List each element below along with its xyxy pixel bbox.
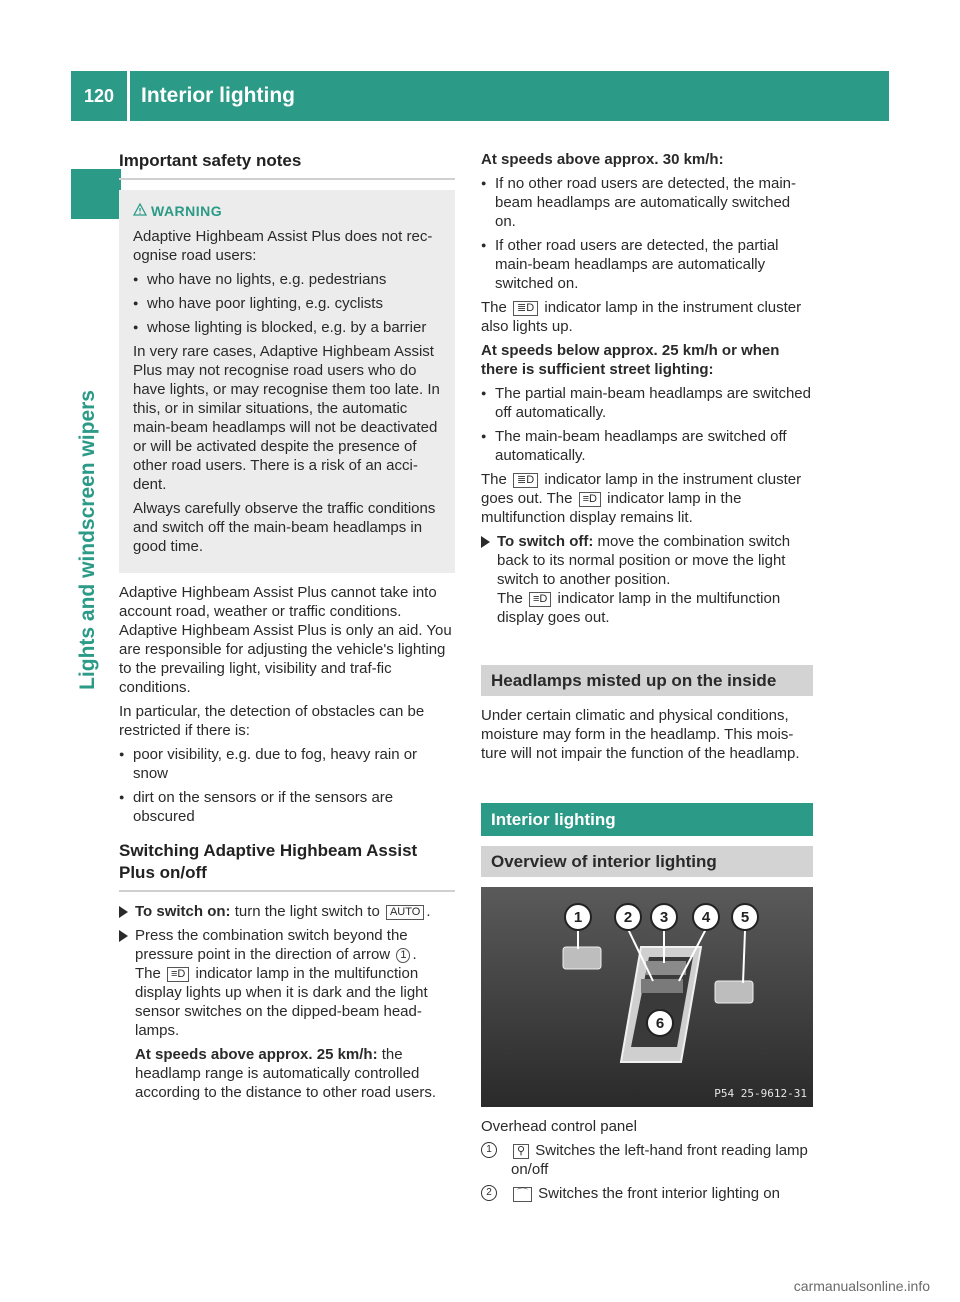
callout-label: 4 [701,909,711,926]
lamp-paragraph [481,298,813,336]
callout-marker-6 [647,1010,673,1036]
reading-lamp-icon: ⚲ [513,1144,529,1159]
main-beam-icon: ≣D [513,473,538,488]
figure-caption: Overhead control panel [481,1118,637,1135]
list-item: ● who have no lights, e.g. pedestrians [133,270,445,289]
page-header [71,71,889,121]
warning-box [119,190,455,573]
main-beam-icon: ≣D [513,301,538,316]
list-item: ● The partial main-beam headlamps are switched off automatically. [481,384,813,422]
watermark: carmanualsonline.info [793,1278,930,1294]
overhead-panel-photo [481,887,813,1107]
step-arrow-icon [481,536,490,548]
list-item: ● If no other road users are detected, the main-beam headlamps are automatically switched on. [481,174,813,231]
legend-text: Switches the left-hand front reading lamp on/off [511,1142,808,1178]
warning-title [133,202,445,221]
safety-heading: Important safety notes [119,150,455,180]
callout-marker-1 [565,904,591,930]
interior-heading: Interior lighting [481,803,813,836]
text: The [481,299,512,316]
warning-list [133,270,445,337]
highbeam-assist-icon: ≡D [579,492,601,507]
callout-label: 1 [573,909,583,926]
obstacle-list [119,745,455,826]
highbeam-assist-icon: ≡D [167,967,189,982]
warning-triangle-icon [133,202,151,221]
callout-marker-2 [615,904,641,930]
figure-id: P54 25-9612-31 [714,1087,807,1100]
step-text: . [412,946,417,963]
callout-label: 5 [740,909,750,926]
step-arrow-icon [119,930,128,942]
misted-heading: Headlamps misted up on the inside [481,665,813,696]
speed25-heading: At speeds below approx. 25 km/h or when there is sufficient street lighting: [481,342,780,378]
body-paragraph: Adaptive Highbeam Assist Plus cannot take into account road, weather or traffic conditions. Adaptive Highbeam Assist Plus is only an aid. You are responsible for adjusting the vehicle's lighting to the prevailing light, visibility and traf-fic conditions. [119,584,452,696]
callout-marker-4 [693,904,719,930]
legend-item [481,1184,813,1203]
callout-marker-3 [651,904,677,930]
warning-label: WARNING [151,203,223,219]
step-press-switch [119,926,455,1102]
page-title: Interior lighting [141,84,295,107]
speed30-list [481,174,813,293]
callout-label: 2 [623,909,633,926]
misted-paragraph: Under certain climatic and physical conditions, moisture may form in the headlamp. This mois-ture will not impair the function of the headlamp. [481,707,800,762]
chapter-tab [76,390,114,690]
speed-label: At speeds above approx. 25 km/h: [135,1046,378,1063]
step-text: The [135,965,166,982]
step-text: the headlamp range is automatically controlled according to the distance to other road users. [135,1046,437,1101]
warning-paragraph: In very rare cases, Adaptive Highbeam Assist Plus may not recognise road users who do have lights, or may recognise them too late. In this, or in similar situations, the automatic main-beam headlamps will not be deactivated or will be activated despite the presence of other road users. There is a risk of an acci-dent. [133,343,440,493]
list-item: ● who have poor lighting, e.g. cyclists [133,294,445,313]
callout-number: 2 [481,1185,497,1201]
step-text: move the combination switch back to its normal position or move the light switch to another position. [497,533,791,588]
list-item: ● dirt on the sensors or if the sensors are obscured [119,788,455,826]
callout-layer [481,887,813,1107]
lamp-paragraph [481,470,813,527]
highbeam-assist-icon: ≡D [529,592,551,607]
overview-heading: Overview of interior lighting [481,846,813,877]
step-text: The [497,590,528,607]
legend-text: Switches the front interior lighting on [538,1185,780,1202]
auto-icon: AUTO [386,905,424,920]
callout-label: 6 [655,1015,665,1032]
step-text: Press the combination switch beyond the pressure point in the direction of arrow [135,927,408,963]
warning-paragraph: Always carefully observe the traffic conditions and switch off the main-beam headlamps in good time. [133,500,436,555]
list-item: ● If other road users are detected, the partial main-beam headlamps are automatically switched on. [481,236,813,293]
step-text: turn the light switch to [230,903,384,920]
right-column [481,150,813,1208]
step-switch-off [481,532,813,627]
speed30-heading: At speeds above approx. 30 km/h: [481,151,724,168]
step-arrow-icon [119,906,128,918]
step-switch-on [119,902,455,921]
callout-label: 3 [659,909,669,926]
speed25-list [481,384,813,465]
step-text: . [426,903,431,920]
switch-heading: Switching Adaptive Highbeam Assist Plus on/off [119,840,455,892]
text: indicator lamp in the instrument cluster also lights up. [481,299,802,335]
body-paragraph: In particular, the detection of obstacles can be restricted if there is: [119,703,425,739]
step-label: To switch on: [135,903,231,920]
text: indicator lamp in the multifunction display remains lit. [481,490,742,526]
side-marker [71,169,121,219]
header-divider [127,71,130,121]
step-label: To switch off: [497,533,594,550]
list-item: ● whose lighting is blocked, e.g. by a barrier [133,318,445,337]
list-item: ● The main-beam headlamps are switched off automatically. [481,427,813,465]
legend-item [481,1141,813,1179]
list-item: ● poor visibility, e.g. due to fog, heavy rain or snow [119,745,455,783]
callout-number: 1 [481,1142,497,1158]
left-column [119,150,455,1107]
step-text: indicator lamp in the multifunction display lights up when it is dark and the light sensor switches on the dipped-beam head-lamps. [135,965,428,1039]
interior-light-icon: ⌒ [513,1187,532,1202]
chapter-label: Lights and windscreen wipers [76,390,99,690]
callout-1-icon: 1 [396,948,410,963]
page-number: 120 [83,85,115,106]
warning-intro: Adaptive Highbeam Assist Plus does not rec-ognise road users: [133,228,433,264]
callout-marker-5 [732,904,758,930]
text: indicator lamp in the instrument cluster goes out. The [481,471,802,507]
text: The [481,471,512,488]
step-text: indicator lamp in the multifunction display goes out. [497,590,781,626]
